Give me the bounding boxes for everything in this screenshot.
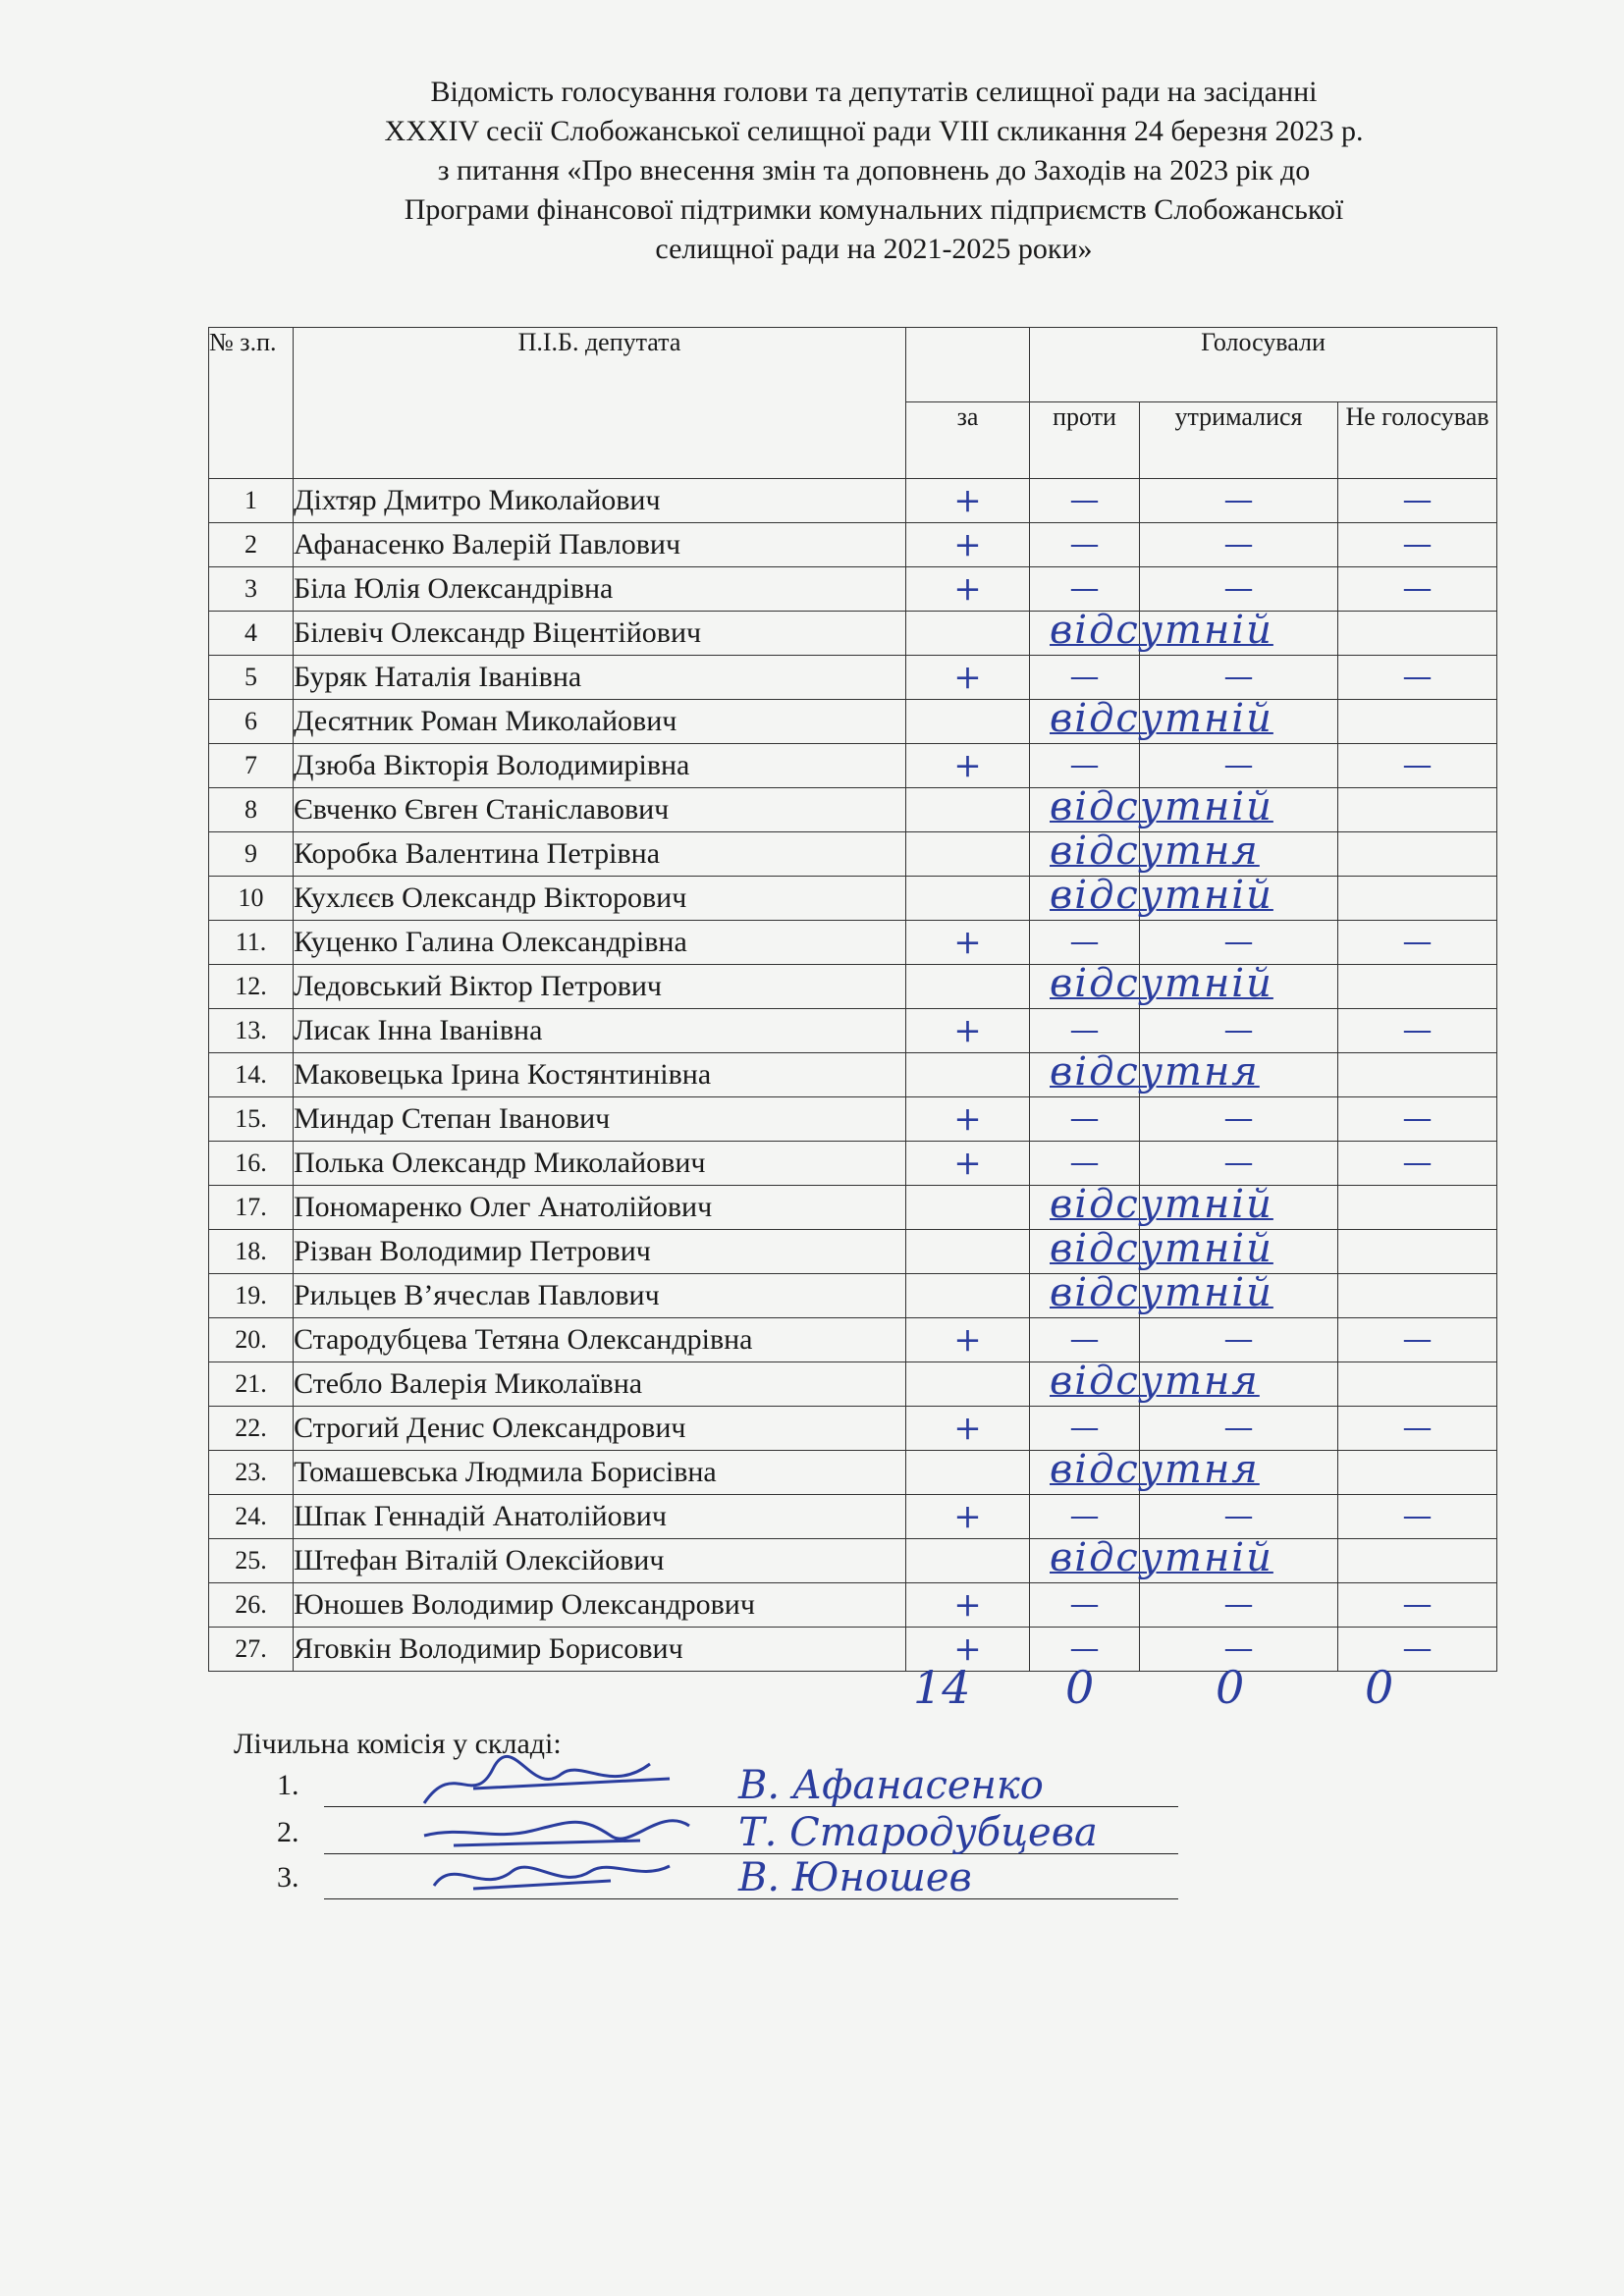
vote-against-cell [1030, 608, 1273, 656]
deputy-name: Коробка Валентина Петрівна [294, 832, 906, 877]
vote-not-voted-mark: — [1402, 483, 1433, 517]
table-row [209, 1539, 1497, 1583]
vote-not-voted-mark-cell [1338, 1097, 1497, 1142]
table-row [209, 1009, 1497, 1053]
table-row [209, 1053, 1497, 1097]
vote-against-mark: — [1069, 1587, 1100, 1622]
vote-for-cell [906, 877, 1030, 921]
vote-for-cell [906, 1539, 1030, 1583]
absent-note: відсутній [1050, 696, 1273, 741]
row-number: 15. [209, 1097, 294, 1142]
vote-abstained-mark-cell [1140, 921, 1338, 965]
table-row [209, 1097, 1497, 1142]
member-name: Т. Стародубцева [738, 1810, 1098, 1855]
vote-abstained-mark-cell [1140, 1583, 1338, 1628]
vote-against-cell [1030, 1535, 1273, 1583]
table-row [209, 567, 1497, 612]
vote-for-mark: + [953, 1409, 982, 1448]
table-row [209, 832, 1497, 877]
vote-against-mark: — [1069, 660, 1100, 694]
title-line: Програми фінансової підтримки комунальних підприємств Слобожанської [404, 193, 1344, 226]
vote-against-mark-cell [1030, 1583, 1140, 1628]
table-row [209, 523, 1497, 567]
vote-against-cell [1030, 873, 1273, 921]
vote-not-voted-mark: — [1402, 1411, 1433, 1445]
vote-abstained-mark-cell [1140, 1009, 1338, 1053]
vote-against-mark: — [1069, 1322, 1100, 1357]
vote-against-cell [1030, 1182, 1273, 1230]
vote-abstained-mark: — [1223, 1322, 1254, 1357]
vote-for-cell [906, 1053, 1030, 1097]
table-row [209, 965, 1497, 1009]
vote-against-cell [1030, 1447, 1260, 1495]
vote-abstained-mark-cell [1140, 744, 1338, 788]
vote-against-mark-cell [1030, 1097, 1140, 1142]
table-row [209, 1451, 1497, 1495]
row-number: 26. [209, 1583, 294, 1628]
vote-not-voted-mark-cell [1338, 1583, 1497, 1628]
deputy-name: Лисак Інна Іванівна [294, 1009, 906, 1053]
vote-not-voted-mark-cell [1338, 656, 1497, 700]
vote-for-mark: + [953, 1144, 982, 1183]
deputy-name: Буряк Наталія Іванівна [294, 656, 906, 700]
row-number: 25. [209, 1539, 294, 1583]
table-row [209, 1495, 1497, 1539]
table-row [209, 877, 1497, 921]
absent-note: відсутній [1050, 1226, 1273, 1271]
vote-for-mark-cell [906, 1495, 1030, 1539]
deputy-name: Строгий Денис Олександрович [294, 1407, 906, 1451]
vote-not-voted-mark-cell [1338, 1142, 1497, 1186]
vote-for-cell [906, 1186, 1030, 1230]
header-for: за [906, 402, 1030, 479]
signature-3 [414, 1842, 709, 1910]
vote-against-mark: — [1069, 571, 1100, 606]
row-number: 14. [209, 1053, 294, 1097]
vote-for-mark: + [953, 525, 982, 564]
absent-note: відсутня [1050, 1359, 1260, 1404]
vote-abstained-mark-cell [1140, 479, 1338, 523]
table-row [209, 921, 1497, 965]
row-number: 21. [209, 1362, 294, 1407]
deputy-name: Ледовський Віктор Петрович [294, 965, 906, 1009]
row-number: 22. [209, 1407, 294, 1451]
commission-member [277, 1763, 1180, 1812]
row-number: 18. [209, 1230, 294, 1274]
row-number: 23. [209, 1451, 294, 1495]
row-number: 11. [209, 921, 294, 965]
vote-against-mark-cell [1030, 479, 1140, 523]
row-number: 5 [209, 656, 294, 700]
vote-not-voted-cell [1338, 1274, 1497, 1318]
header-against: проти [1030, 402, 1140, 479]
table-row [209, 744, 1497, 788]
vote-not-voted-mark-cell [1338, 1407, 1497, 1451]
vote-for-cell [906, 612, 1030, 656]
vote-for-mark-cell [906, 1009, 1030, 1053]
vote-for-mark: + [953, 481, 982, 520]
deputy-name: Стародубцева Тетяна Олександрівна [294, 1318, 906, 1362]
vote-not-voted-cell [1338, 612, 1497, 656]
deputy-name: Білевіч Олександр Віцентійович [294, 612, 906, 656]
vote-against-mark-cell [1030, 1407, 1140, 1451]
row-number: 4 [209, 612, 294, 656]
vote-against-cell [1030, 1226, 1273, 1274]
vote-not-voted-mark-cell [1338, 479, 1497, 523]
vote-not-voted-mark-cell [1338, 921, 1497, 965]
vote-abstained-mark-cell [1140, 656, 1338, 700]
header-blank [906, 328, 1030, 402]
vote-not-voted-cell [1338, 1053, 1497, 1097]
vote-against-mark: — [1069, 1631, 1100, 1666]
table-row [209, 656, 1497, 700]
vote-not-voted-cell [1338, 1230, 1497, 1274]
table-row [209, 1186, 1497, 1230]
vote-abstained-mark: — [1223, 925, 1254, 959]
vote-against-mark-cell [1030, 1318, 1140, 1362]
row-number: 16. [209, 1142, 294, 1186]
deputy-name: Миндар Степан Іванович [294, 1097, 906, 1142]
vote-abstained-mark-cell [1140, 1495, 1338, 1539]
vote-against-mark: — [1069, 925, 1100, 959]
vote-for-cell [906, 965, 1030, 1009]
vote-against-cell [1030, 828, 1260, 877]
vote-for-mark-cell [906, 921, 1030, 965]
vote-abstained-mark: — [1223, 527, 1254, 561]
vote-not-voted-mark: — [1402, 1587, 1433, 1622]
vote-not-voted-cell [1338, 700, 1497, 744]
deputy-name: Яговкін Володимир Борисович [294, 1628, 906, 1672]
absent-note: відсутній [1050, 784, 1273, 829]
vote-not-voted-mark: — [1402, 571, 1433, 606]
vote-against-mark-cell [1030, 921, 1140, 965]
vote-not-voted-mark-cell [1338, 1009, 1497, 1053]
vote-against-mark: — [1069, 1411, 1100, 1445]
counting-commission-label: Лічильна комісія у складі: [234, 1728, 562, 1760]
row-number: 27. [209, 1628, 294, 1672]
row-number: 17. [209, 1186, 294, 1230]
vote-against-mark-cell [1030, 744, 1140, 788]
row-number: 12. [209, 965, 294, 1009]
vote-not-voted-mark: — [1402, 1146, 1433, 1180]
table-row [209, 1407, 1497, 1451]
row-number: 20. [209, 1318, 294, 1362]
deputy-name: Шпак Геннадій Анатолійович [294, 1495, 906, 1539]
vote-totals [0, 1661, 1624, 1720]
vote-abstained-mark-cell [1140, 567, 1338, 612]
vote-against-mark-cell [1030, 567, 1140, 612]
row-number: 3 [209, 567, 294, 612]
member-name: В. Юношев [738, 1855, 972, 1900]
absent-note: відсутній [1050, 608, 1273, 653]
deputy-name: Пономаренко Олег Анатолійович [294, 1186, 906, 1230]
row-number: 9 [209, 832, 294, 877]
vote-for-mark-cell [906, 1583, 1030, 1628]
table-row [209, 1362, 1497, 1407]
vote-for-mark: + [953, 923, 982, 962]
vote-against-mark: — [1069, 483, 1100, 517]
vote-abstained-mark: — [1223, 1146, 1254, 1180]
vote-not-voted-mark-cell [1338, 744, 1497, 788]
deputy-name: Полька Олександр Миколайович [294, 1142, 906, 1186]
vote-for-cell [906, 1230, 1030, 1274]
deputy-name: Різван Володимир Петрович [294, 1230, 906, 1274]
document-title [187, 73, 1561, 269]
vote-abstained-mark: — [1223, 1411, 1254, 1445]
vote-against-mark-cell [1030, 1495, 1140, 1539]
vote-against-cell [1030, 784, 1273, 832]
vote-not-voted-mark: — [1402, 1499, 1433, 1533]
row-number: 1 [209, 479, 294, 523]
vote-for-mark: + [953, 746, 982, 785]
table-row [209, 1142, 1497, 1186]
deputy-name: Діхтяр Дмитро Миколайович [294, 479, 906, 523]
vote-abstained-mark: — [1223, 1013, 1254, 1047]
vote-for-mark: + [953, 569, 982, 609]
vote-abstained-mark: — [1223, 1587, 1254, 1622]
vote-for-cell [906, 1362, 1030, 1407]
vote-for-mark-cell [906, 656, 1030, 700]
absent-note: відсутній [1050, 961, 1273, 1006]
vote-not-voted-mark-cell [1338, 1318, 1497, 1362]
vote-not-voted-mark: — [1402, 1013, 1433, 1047]
vote-against-cell [1030, 961, 1273, 1009]
table-row [209, 788, 1497, 832]
vote-for-mark-cell [906, 1407, 1030, 1451]
vote-against-cell [1030, 1270, 1273, 1318]
vote-for-cell [906, 832, 1030, 877]
vote-not-voted-cell [1338, 788, 1497, 832]
row-number: 13. [209, 1009, 294, 1053]
vote-abstained-mark-cell [1140, 1407, 1338, 1451]
vote-abstained-mark: — [1223, 1631, 1254, 1666]
vote-for-mark: + [953, 1099, 982, 1139]
vote-against-mark: — [1069, 748, 1100, 782]
table-row [209, 1230, 1497, 1274]
total-abstained: 0 [1216, 1661, 1245, 1714]
title-line: селищної ради на 2021-2025 роки» [655, 233, 1093, 265]
total-not-voted: 0 [1365, 1661, 1394, 1714]
vote-not-voted-mark: — [1402, 1322, 1433, 1357]
deputy-name: Штефан Віталій Олексійович [294, 1539, 906, 1583]
vote-not-voted-cell [1338, 965, 1497, 1009]
table-row [209, 612, 1497, 656]
vote-for-mark-cell [906, 523, 1030, 567]
vote-against-cell [1030, 1049, 1260, 1097]
deputy-name: Десятник Роман Миколайович [294, 700, 906, 744]
vote-for-mark-cell [906, 567, 1030, 612]
deputy-name: Біла Юлія Олександрівна [294, 567, 906, 612]
row-number: 19. [209, 1274, 294, 1318]
header-voted: Голосували [1030, 328, 1497, 402]
absent-note: відсутній [1050, 1535, 1273, 1580]
vote-abstained-mark-cell [1140, 1097, 1338, 1142]
vote-for-mark-cell [906, 1142, 1030, 1186]
deputy-name: Євченко Євген Станіславович [294, 788, 906, 832]
header-not-voted: Не голосував [1338, 402, 1497, 479]
vote-abstained-mark-cell [1140, 523, 1338, 567]
deputy-name: Рильцев В’ячеслав Павлович [294, 1274, 906, 1318]
commission-member [277, 1855, 1180, 1904]
row-number: 8 [209, 788, 294, 832]
vote-for-cell [906, 1451, 1030, 1495]
member-number: 2. [277, 1816, 299, 1848]
absent-note: відсутня [1050, 1049, 1260, 1095]
header-abstained: утрималися [1140, 402, 1338, 479]
deputy-name: Юношев Володимир Олександрович [294, 1583, 906, 1628]
vote-abstained-mark-cell [1140, 1318, 1338, 1362]
vote-for-mark: + [953, 1497, 982, 1536]
vote-against-mark-cell [1030, 1142, 1140, 1186]
vote-not-voted-mark: — [1402, 660, 1433, 694]
table-row [209, 1583, 1497, 1628]
member-number: 3. [277, 1861, 299, 1894]
row-number: 2 [209, 523, 294, 567]
table-row [209, 1274, 1497, 1318]
vote-for-cell [906, 700, 1030, 744]
deputy-name: Томашевська Людмила Борисівна [294, 1451, 906, 1495]
vote-not-voted-cell [1338, 1451, 1497, 1495]
table-row [209, 479, 1497, 523]
vote-for-mark: + [953, 1585, 982, 1625]
title-line: з питання «Про внесення змін та доповнень до Заходів на 2023 рік до [437, 154, 1311, 187]
vote-not-voted-cell [1338, 1362, 1497, 1407]
vote-not-voted-mark: — [1402, 925, 1433, 959]
vote-rows [209, 479, 1497, 1672]
vote-abstained-mark: — [1223, 571, 1254, 606]
absent-note: відсутній [1050, 1270, 1273, 1315]
deputy-name: Дзюба Вікторія Володимирівна [294, 744, 906, 788]
vote-against-mark: — [1069, 1146, 1100, 1180]
vote-not-voted-mark-cell [1338, 567, 1497, 612]
vote-against-mark: — [1069, 1013, 1100, 1047]
vote-not-voted-mark: — [1402, 1101, 1433, 1136]
row-number: 10 [209, 877, 294, 921]
row-number: 6 [209, 700, 294, 744]
absent-note: відсутня [1050, 1447, 1260, 1492]
row-number: 7 [209, 744, 294, 788]
vote-for-cell [906, 788, 1030, 832]
table-row [209, 1318, 1497, 1362]
header-number: № з.п. [209, 328, 294, 479]
vote-against-mark-cell [1030, 656, 1140, 700]
vote-not-voted-mark-cell [1338, 523, 1497, 567]
title-line: XXXIV сесії Слобожанської селищної ради VIII скликання 24 березня 2023 р. [384, 115, 1364, 147]
title-line: Відомість голосування голови та депутатів селищної ради на засіданні [430, 76, 1318, 108]
vote-abstained-mark: — [1223, 483, 1254, 517]
deputy-name: Маковецька Ірина Костянтинівна [294, 1053, 906, 1097]
vote-not-voted-mark: — [1402, 748, 1433, 782]
member-number: 1. [277, 1769, 299, 1801]
vote-not-voted-cell [1338, 877, 1497, 921]
deputy-name: Кухлєєв Олександр Вікторович [294, 877, 906, 921]
total-against: 0 [1065, 1661, 1095, 1714]
vote-for-mark-cell [906, 1097, 1030, 1142]
vote-not-voted-cell [1338, 832, 1497, 877]
vote-not-voted-cell [1338, 1539, 1497, 1583]
total-for: 14 [913, 1661, 971, 1714]
deputy-name: Стебло Валерія Миколаївна [294, 1362, 906, 1407]
vote-for-mark: + [953, 658, 982, 697]
vote-for-cell [906, 1274, 1030, 1318]
vote-abstained-mark: — [1223, 660, 1254, 694]
vote-for-mark: + [953, 1320, 982, 1360]
absent-note: відсутня [1050, 828, 1260, 874]
vote-abstained-mark-cell [1140, 1142, 1338, 1186]
absent-note: відсутній [1050, 873, 1273, 918]
vote-against-mark: — [1069, 527, 1100, 561]
vote-not-voted-mark-cell [1338, 1495, 1497, 1539]
vote-not-voted-mark: — [1402, 527, 1433, 561]
vote-not-voted-mark: — [1402, 1631, 1433, 1666]
vote-abstained-mark: — [1223, 1499, 1254, 1533]
vote-against-cell [1030, 696, 1273, 744]
voting-table [208, 327, 1497, 1672]
deputy-name: Куценко Галина Олександрівна [294, 921, 906, 965]
vote-for-mark-cell [906, 1318, 1030, 1362]
table-row [209, 700, 1497, 744]
vote-abstained-mark: — [1223, 748, 1254, 782]
vote-not-voted-cell [1338, 1186, 1497, 1230]
row-number: 24. [209, 1495, 294, 1539]
vote-against-mark: — [1069, 1499, 1100, 1533]
vote-for-mark-cell [906, 479, 1030, 523]
vote-against-mark-cell [1030, 523, 1140, 567]
commission-member [277, 1810, 1180, 1859]
member-name: В. Афанасенко [738, 1763, 1044, 1808]
header-name: П.І.Б. депутата [294, 328, 906, 479]
vote-against-cell [1030, 1359, 1260, 1407]
vote-against-mark-cell [1030, 1009, 1140, 1053]
vote-for-mark-cell [906, 744, 1030, 788]
vote-for-mark: + [953, 1011, 982, 1050]
deputy-name: Афанасенко Валерій Павлович [294, 523, 906, 567]
vote-for-mark: + [953, 1629, 982, 1669]
vote-abstained-mark: — [1223, 1101, 1254, 1136]
absent-note: відсутній [1050, 1182, 1273, 1227]
vote-against-mark: — [1069, 1101, 1100, 1136]
